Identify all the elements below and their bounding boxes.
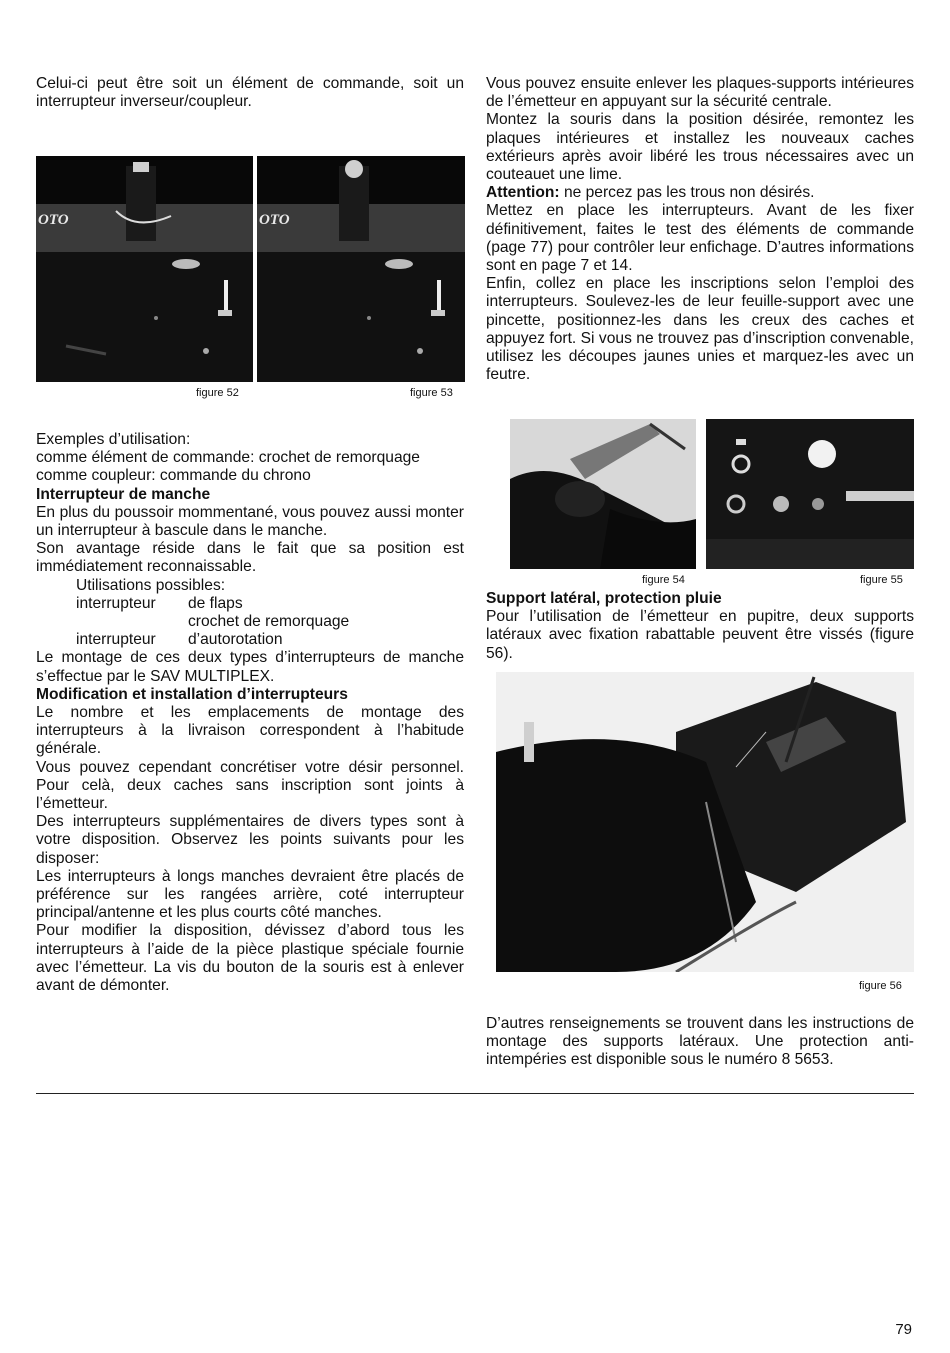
usage-value: crochet de remorquage xyxy=(188,613,350,631)
right-top-text xyxy=(486,75,914,384)
bottom-rule xyxy=(36,1093,914,1094)
examples-title: Exemples d’utilisation: xyxy=(36,431,191,448)
figure-54-caption: figure 54 xyxy=(642,574,685,586)
right-final-text xyxy=(486,1015,914,1070)
paragraph-souris: Montez la souris dans la position désirée, remontez les plaques intérieures et installez les nouveaux caches extérieurs après avoir libéré les trous nécessaires avec un couteauet une lime. xyxy=(486,111,914,184)
usage-key: interrupteur xyxy=(76,594,156,612)
left-main-text xyxy=(36,431,464,995)
figure-55-photo xyxy=(706,419,914,569)
heading-support-lateral: Support latéral, protection pluie xyxy=(486,590,722,607)
uses-title: Utilisations possibles: xyxy=(76,576,226,594)
paragraph-sav: Le montage de ces deux types d’interrupteurs de manche s’effectue par le SAV MULTIPLEX. xyxy=(36,649,464,685)
paragraph-modif-5: Pour modifier la disposition, dévissez d’abord tous les interrupteurs à l’aide de la pièce plastique spéciale fournie avec l’émetteur. La vis du bouton de la souris est à enlever avant de démonter. xyxy=(36,922,464,995)
example-coupleur: comme coupleur: commande du chrono xyxy=(36,467,311,485)
svg-text:OTO: OTO xyxy=(38,212,69,228)
paragraph-manche-2: Son avantage réside dans le fait que sa position est immédiatement reconnaissable. xyxy=(36,540,464,576)
paragraph-support: Pour l’utilisation de l’émetteur en pupitre, deux supports latéraux avec fixation rabattable peuvent être vissés (figure 56). xyxy=(486,608,914,662)
attention-label: Attention: xyxy=(486,184,560,202)
figure-54-photo xyxy=(510,419,696,569)
usage-key xyxy=(36,613,188,631)
figure-56-photo xyxy=(496,672,914,972)
usage-row xyxy=(36,595,464,613)
paragraph-modif-2: Vous pouvez cependant concrétiser votre désir personnel. Pour celà, deux caches sans inscription sont joints à l’émetteur. xyxy=(36,758,464,813)
figure-52-photo xyxy=(36,156,253,382)
usage-row xyxy=(36,613,464,631)
attention-text: ne percez pas les trous non désirés. xyxy=(559,184,815,202)
paragraph-manche-1: En plus du poussoir mommentané, vous pouvez aussi monter un interrupteur à bascule dans le manche. xyxy=(36,503,464,540)
page-number: 79 xyxy=(895,1321,912,1338)
heading-interrupteur-manche: Interrupteur de manche xyxy=(36,485,211,503)
intro-paragraph xyxy=(36,75,464,111)
example-commande: comme élément de commande: crochet de remorquage xyxy=(36,449,420,467)
svg-text:OTO: OTO xyxy=(259,212,290,228)
figure-53-caption: figure 53 xyxy=(410,387,453,399)
figure-52-caption: figure 52 xyxy=(196,387,239,399)
usage-value: d’autorotation xyxy=(188,631,283,649)
paragraph-modif-1: Le nombre et les emplacements de montage des interrupteurs à la livraison correspondent à l’habitude générale. xyxy=(36,704,464,758)
figure-53-photo xyxy=(257,156,465,382)
intro-text: Celui-ci peut être soit un élément de commande, soit un interrupteur inverseur/coupleur. xyxy=(36,75,464,111)
right-support-text xyxy=(486,590,914,663)
heading-modification: Modification et installation d’interrupteurs xyxy=(36,685,348,703)
attention-line xyxy=(486,184,914,202)
paragraph-renseignements: D’autres renseignements se trouvent dans les instructions de montage des supports latéraux. Une protection anti-intempéries est disponible sous le numéro 8 5653. xyxy=(486,1015,914,1069)
figure-56-caption: figure 56 xyxy=(859,980,902,992)
usage-row xyxy=(36,631,464,649)
paragraph-plaques: Vous pouvez ensuite enlever les plaques-supports intérieures de l’émetteur en appuyant sur la sécurité centrale. xyxy=(486,75,914,111)
paragraph-inscriptions: Enfin, collez en place les inscriptions selon l’emploi des interrupteurs. Soulevez-les de leur feuille-support avec une pincette, positionnez-les dans les creux des caches et appuyez fort. Si vous ne trouvez pas d’inscription convenable, utilisez les découpes jaunes unies et marquez-les avec un feutre. xyxy=(486,275,914,384)
paragraph-interrupteurs: Mettez en place les interrupteurs. Avant de les fixer définitivement, faites le test des éléments de commande (page 77) pour contrôler leur enfichage. D’autres informations sont en page 7 et 14. xyxy=(486,202,914,275)
figure-55-caption: figure 55 xyxy=(860,574,903,586)
usage-value: de flaps xyxy=(188,594,243,612)
usage-key: interrupteur xyxy=(76,631,156,649)
paragraph-modif-3: Des interrupteurs supplémentaires de divers types sont à votre disposition. Observez les points suivants pour les disposer: xyxy=(36,813,464,867)
paragraph-modif-4: Les interrupteurs à longs manches devraient être placés de préférence sur les rangées arrière, coté interrupteur principal/antenne et les plus courts côté manches. xyxy=(36,867,464,922)
